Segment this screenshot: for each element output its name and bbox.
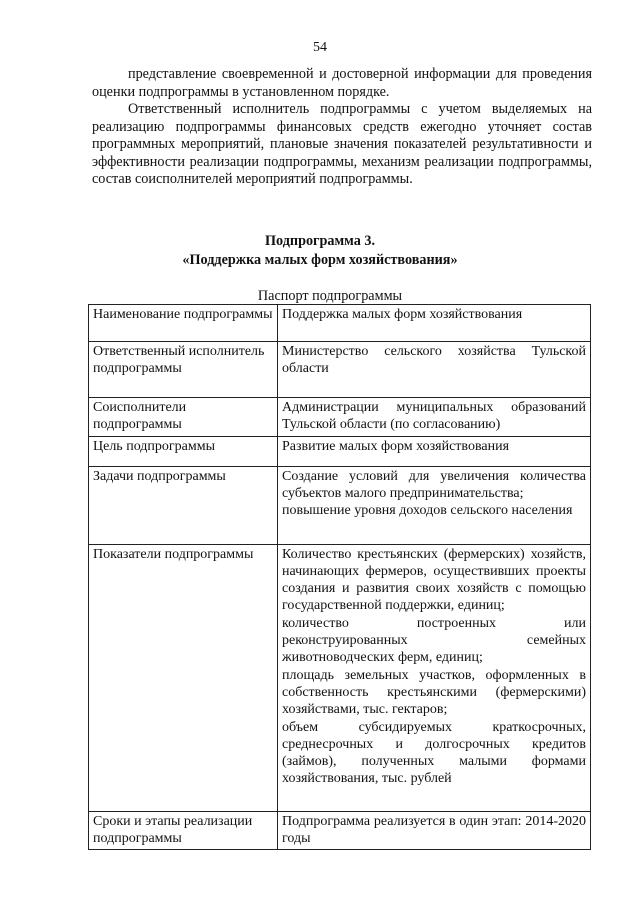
table-row — [89, 811, 591, 850]
row-label: Показатели подпрограммы — [89, 544, 278, 811]
page-number: 54 — [313, 40, 327, 55]
table-row — [89, 466, 591, 544]
value-line: количество построенных или реконструированных семейных животноводческих ферм, единиц; — [282, 615, 586, 666]
subprogram-number-heading: Подпрограмма 3. — [265, 233, 375, 249]
paragraph-text: представление своевременной и достоверной информации для проведения оценки подпрограммы в установленном порядке. — [92, 66, 592, 100]
body-paragraph-1 — [92, 66, 592, 101]
value-line: повышение уровня доходов сельского населения — [282, 503, 573, 519]
row-value — [278, 544, 591, 811]
subprogram-title-heading: «Поддержка малых форм хозяйствования» — [182, 252, 458, 268]
table-row — [89, 342, 591, 398]
value-line: объем субсидируемых краткосрочных, среднесрочных и долгосрочных кредитов (займов), полученных малыми формами хозяйствования, тыс. рублей — [282, 719, 586, 787]
row-value — [278, 466, 591, 544]
row-label: Наименование подпрограммы — [89, 305, 278, 342]
row-label: Сроки и этапы реализации подпрограммы — [89, 811, 278, 850]
body-paragraph-2 — [92, 101, 592, 189]
row-label: Соисполнители подпрограммы — [89, 398, 278, 437]
row-value: Администрации муниципальных образований Тульской области (по согласованию) — [278, 398, 591, 437]
value-line: площадь земельных участков, оформленных в собственность крестьянскими (фермерскими) хозяйствами, тыс. гектаров; — [282, 667, 586, 718]
passport-table — [88, 304, 591, 850]
table-row — [89, 436, 591, 466]
table-row — [89, 544, 591, 811]
row-value: Подпрограмма реализуется в один этап: 2014-2020 годы — [278, 811, 591, 850]
table-row — [89, 305, 591, 342]
passport-caption: Паспорт подпрограммы — [257, 288, 403, 304]
row-label: Ответственный исполнитель подпрограммы — [89, 342, 278, 398]
table-row — [89, 398, 591, 437]
row-value: Поддержка малых форм хозяйствования — [278, 305, 591, 342]
paragraph-text: Ответственный исполнитель подпрограммы с учетом выделяемых на реализацию подпрограммы финансовых средств ежегодно уточняет состав программных мероприятий, плановые значения показателей результативности и эффективности реализации подпрограммы, механизм реализации подпрограммы, состав соисполнителей мероприятий подпрограммы. — [92, 101, 592, 187]
row-label: Задачи подпрограммы — [89, 466, 278, 544]
row-value: Министерство сельского хозяйства Тульской области — [278, 342, 591, 398]
row-value: Развитие малых форм хозяйствования — [278, 436, 591, 466]
value-line: Создание условий для увеличения количества субъектов малого предпринимательства; — [282, 468, 586, 501]
value-line: Количество крестьянских (фермерских) хозяйств, начинающих фермеров, осуществивших проекты создания и развития своих хозяйств с помощью государственной поддержки, единиц; — [282, 546, 586, 614]
row-label: Цель подпрограммы — [89, 436, 278, 466]
